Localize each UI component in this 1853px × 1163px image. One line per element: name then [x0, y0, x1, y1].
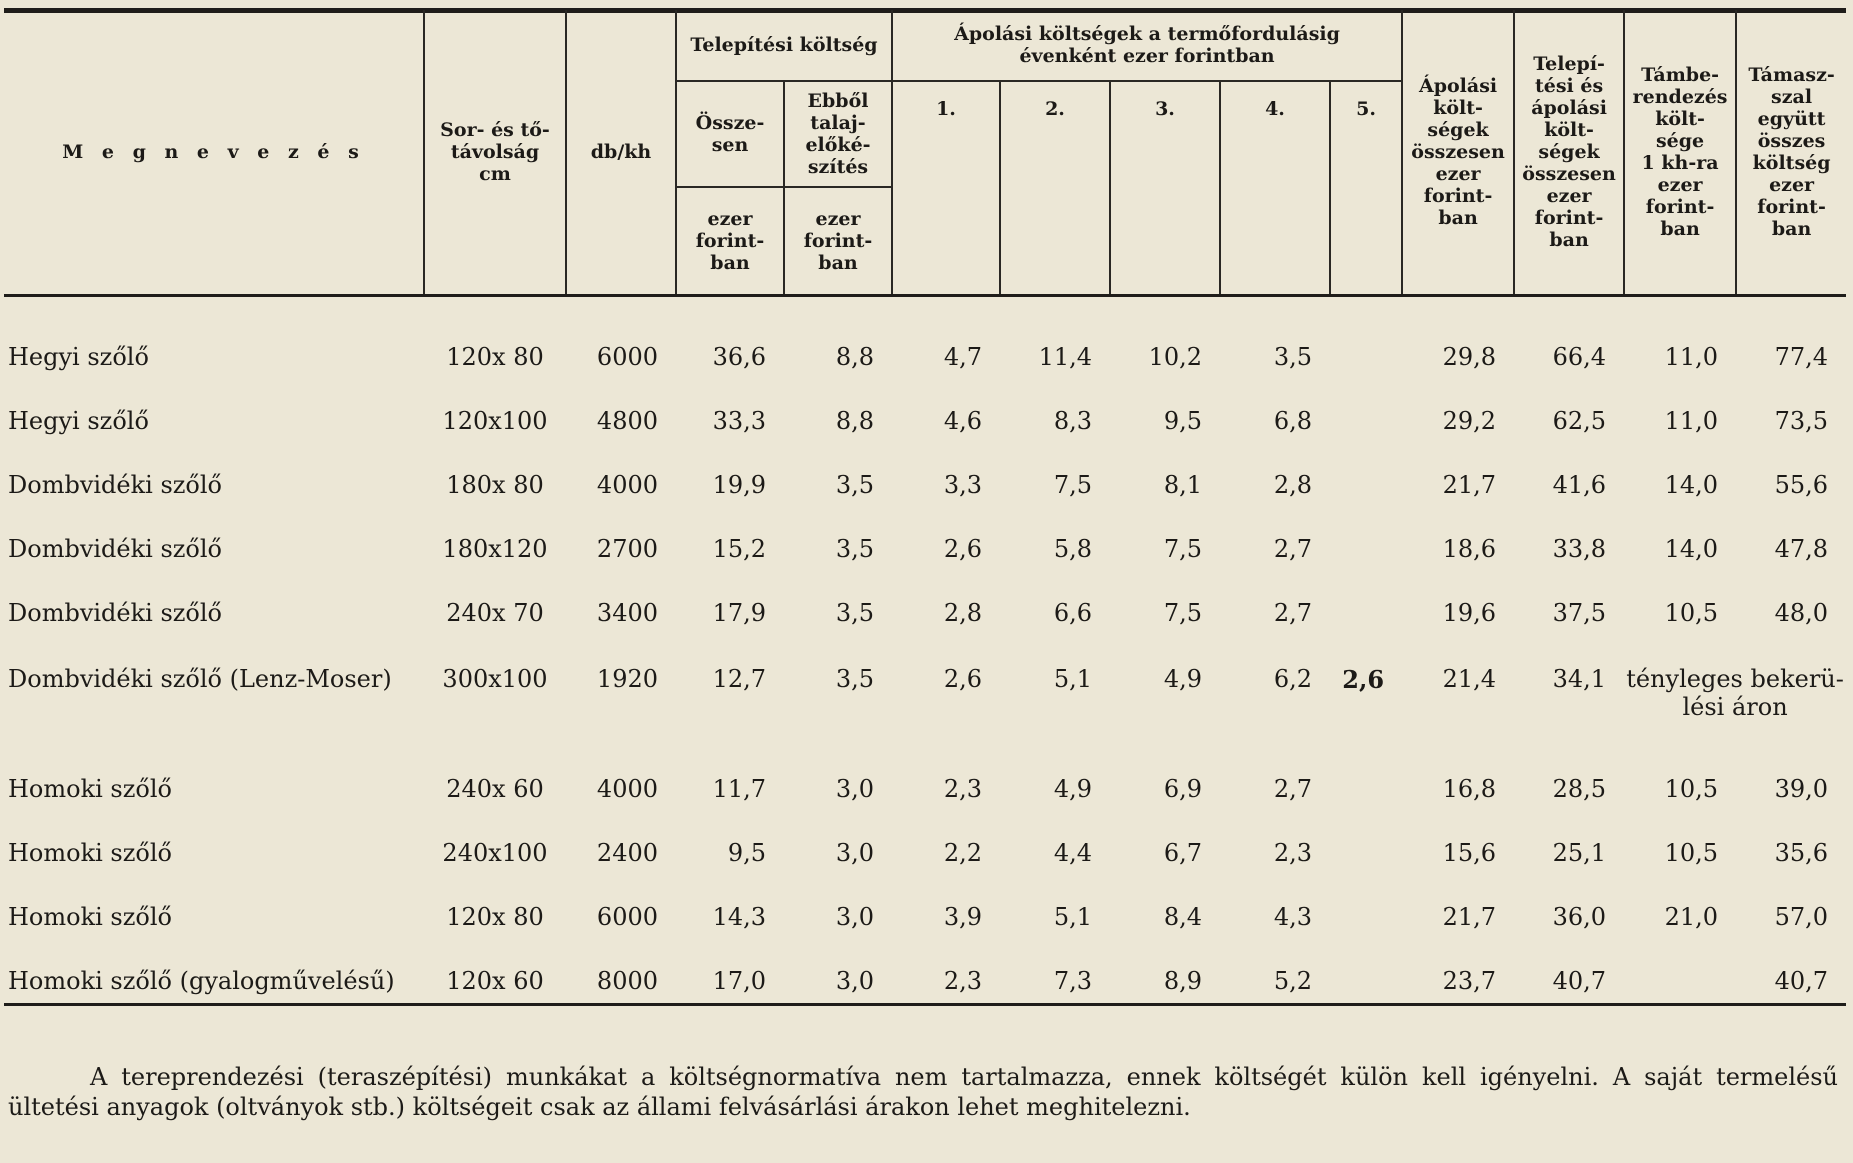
header-density: db/kh [566, 10, 676, 296]
table-row [4, 885, 1846, 949]
header-year-5: 5. [1330, 81, 1402, 296]
cell-setup-care: 37,5 [1552, 599, 1607, 627]
cell-setup-total: 11,7 [712, 775, 766, 803]
cell-grand: 73,5 [1774, 407, 1829, 435]
cell-name: Homoki szőlő [8, 839, 172, 867]
cell-care-total: 23,7 [1442, 967, 1497, 995]
cell-year-1: 2,2 [943, 839, 982, 867]
cell-year-3: 6,7 [1163, 839, 1202, 867]
cell-year-3: 8,1 [1163, 471, 1202, 499]
cell-setup-soil: 3,5 [835, 599, 874, 627]
cell-name: Homoki szőlő [8, 903, 172, 931]
header-setup-total: Össze- sen [676, 81, 784, 187]
cell-year-5 [1330, 885, 1402, 949]
header-unit-soil: ezer forint- ban [784, 187, 892, 296]
cell-year-2: 4,4 [1053, 839, 1092, 867]
cell-setup-care: 28,5 [1552, 775, 1607, 803]
header-name: M e g n e v e z é s [62, 141, 365, 163]
cell-setup-total: 36,6 [712, 343, 766, 371]
cell-year-2: 4,9 [1053, 775, 1092, 803]
cell-grand: 39,0 [1774, 775, 1829, 803]
cell-setup-care: 36,0 [1552, 903, 1607, 931]
cell-support: 10,5 [1664, 599, 1719, 627]
cell-setup-care: 41,6 [1552, 471, 1607, 499]
cell-setup-soil: 3,5 [835, 471, 874, 499]
table-row [4, 645, 1846, 757]
cell-year-2: 5,1 [1053, 665, 1092, 693]
cell-setup-care: 34,1 [1552, 665, 1607, 693]
table-row [4, 757, 1846, 821]
cell-support: 14,0 [1664, 535, 1719, 563]
cell-year-4: 4,3 [1273, 903, 1312, 931]
cell-year-4: 3,5 [1273, 343, 1312, 371]
cell-name: Homoki szőlő (gyalogművelésű) [8, 967, 395, 995]
cell-year-5 [1330, 517, 1402, 581]
cell-density: 6000 [596, 343, 658, 371]
cell-setup-soil: 8,8 [835, 407, 874, 435]
cell-spacing: 240x100 [442, 839, 548, 867]
table-row [4, 581, 1846, 645]
cell-year-2: 6,6 [1053, 599, 1092, 627]
header-year-4: 4. [1220, 81, 1330, 296]
cell-care-total: 21,4 [1442, 665, 1497, 693]
cell-setup-soil: 3,0 [835, 839, 874, 867]
cell-year-4: 2,7 [1273, 775, 1312, 803]
cell-support: 10,5 [1664, 775, 1719, 803]
cell-density: 3400 [596, 599, 658, 627]
cell-grand: 40,7 [1774, 967, 1829, 995]
table-body [4, 296, 1846, 1014]
cell-setup-soil: 3,0 [835, 967, 874, 995]
cell-spacing: 180x 80 [446, 471, 544, 499]
cell-support: 14,0 [1664, 471, 1719, 499]
cell-name: Hegyi szőlő [8, 407, 149, 435]
cell-year-1: 4,6 [943, 407, 982, 435]
cell-spacing: 180x120 [442, 535, 548, 563]
cell-name: Hegyi szőlő [8, 343, 149, 371]
cell-setup-care: 40,7 [1552, 967, 1607, 995]
cell-support: 11,0 [1664, 343, 1719, 371]
cell-year-1: 3,9 [943, 903, 982, 931]
cell-year-2: 5,1 [1053, 903, 1092, 931]
header-setup-group: Telepítési költség [676, 10, 892, 81]
header-year-3: 3. [1110, 81, 1220, 296]
cell-spacing: 240x 70 [446, 599, 544, 627]
cell-setup-total: 9,5 [727, 839, 766, 867]
cell-year-3: 8,9 [1163, 967, 1202, 995]
cell-year-5 [1330, 821, 1402, 885]
cell-year-5 [1330, 389, 1402, 453]
cell-year-5 [1330, 581, 1402, 645]
cell-year-4: 2,7 [1273, 599, 1312, 627]
cell-spacing: 120x 80 [446, 903, 544, 931]
cell-year-3: 8,4 [1163, 903, 1202, 931]
cell-year-1: 2,3 [943, 775, 982, 803]
cell-setup-soil: 3,0 [835, 775, 874, 803]
cell-setup-care: 25,1 [1552, 839, 1607, 867]
table-row [4, 389, 1846, 453]
cell-year-3: 7,5 [1163, 535, 1202, 563]
cell-grand: 55,6 [1774, 471, 1829, 499]
cell-year-1: 2,6 [943, 535, 982, 563]
bottom-rule [4, 1003, 1846, 1006]
cell-year-4: 2,7 [1273, 535, 1312, 563]
cell-setup-total: 17,0 [712, 967, 766, 995]
cell-density: 4000 [596, 471, 658, 499]
cell-spacing: 240x 60 [446, 775, 544, 803]
table-row [4, 453, 1846, 517]
cell-year-2: 7,5 [1053, 471, 1092, 499]
cell-setup-care: 33,8 [1552, 535, 1607, 563]
cell-grand: 57,0 [1774, 903, 1829, 931]
cell-care-total: 21,7 [1442, 903, 1497, 931]
cell-year-3: 6,9 [1163, 775, 1202, 803]
cell-setup-soil: 8,8 [835, 343, 874, 371]
cell-year-1: 3,3 [943, 471, 982, 499]
cell-setup-total: 33,3 [712, 407, 766, 435]
cell-density: 4000 [596, 775, 658, 803]
cell-spacing: 120x 80 [446, 343, 544, 371]
cell-setup-total: 17,9 [712, 599, 766, 627]
cell-year-1: 2,3 [943, 967, 982, 995]
cell-setup-care: 62,5 [1552, 407, 1607, 435]
header-care-group: Ápolási költségek a termőfordulásig évenként ezer forintban [892, 10, 1402, 81]
cost-table [4, 10, 1846, 1013]
cell-year-4: 6,2 [1273, 665, 1312, 693]
cell-setup-soil: 3,5 [835, 535, 874, 563]
cell-year-2: 5,8 [1053, 535, 1092, 563]
cell-year-5 [1330, 296, 1402, 390]
cell-spacing: 300x100 [442, 665, 548, 693]
cell-care-total: 16,8 [1442, 775, 1497, 803]
cell-grand: 47,8 [1774, 535, 1829, 563]
header-support-cost: Támbe- rendezés költ- sége 1 kh-ra ezer forint- ban [1624, 10, 1736, 296]
cell-care-total: 19,6 [1442, 599, 1497, 627]
cell-care-total: 15,6 [1442, 839, 1497, 867]
cell-density: 2400 [596, 839, 658, 867]
cell-care-total: 21,7 [1442, 471, 1497, 499]
header-setup-soil: Ebből talaj- előké- szítés [784, 81, 892, 187]
cell-year-1: 2,6 [943, 665, 982, 693]
cell-grand: 48,0 [1774, 599, 1829, 627]
cell-year-5: 2,6 [1342, 665, 1385, 694]
header-spacing: Sor- és tő- távolság cm [424, 10, 566, 296]
cell-setup-total: 12,7 [712, 665, 766, 693]
cell-year-4: 5,2 [1273, 967, 1312, 995]
header-year-1: 1. [892, 81, 1000, 296]
cell-setup-total: 15,2 [712, 535, 766, 563]
cell-name: Dombvidéki szőlő [8, 535, 222, 563]
header-setup-care-total: Telepí- tési és ápolási költ- ségek összesen ezer forint- ban [1514, 10, 1624, 296]
cell-name: Dombvidéki szőlő [8, 471, 222, 499]
cell-year-3: 4,9 [1163, 665, 1202, 693]
cell-setup-total: 19,9 [712, 471, 766, 499]
table-header [4, 10, 1846, 296]
cell-support: 11,0 [1664, 407, 1719, 435]
header-grand-total: Támasz- szal együtt összes költség ezer forint- ban [1736, 10, 1846, 296]
cell-year-3: 10,2 [1148, 343, 1202, 371]
cell-year-5 [1330, 757, 1402, 821]
cell-density: 1920 [596, 665, 658, 693]
cell-year-2: 11,4 [1038, 343, 1092, 371]
cell-care-total: 29,8 [1442, 343, 1497, 371]
cell-grand: 35,6 [1774, 839, 1829, 867]
cell-density: 6000 [596, 903, 658, 931]
cell-name: Dombvidéki szőlő [8, 599, 222, 627]
cell-year-3: 7,5 [1163, 599, 1202, 627]
cell-setup-total: 14,3 [712, 903, 766, 931]
header-unit-total: ezer forint- ban [676, 187, 784, 296]
cell-grand: 77,4 [1774, 343, 1829, 371]
header-year-2: 2. [1000, 81, 1110, 296]
cell-cost-note: tényleges bekerü- lési áron [1626, 665, 1844, 721]
cell-name: Dombvidéki szőlő (Lenz-Moser) [8, 665, 392, 693]
table-row [4, 517, 1846, 581]
cell-setup-soil: 3,5 [835, 665, 874, 693]
header-care-total: Ápolási költ- ségek összesen ezer forint- ban [1402, 10, 1514, 296]
cell-year-3: 9,5 [1163, 407, 1202, 435]
cell-density: 4800 [596, 407, 658, 435]
table-row [4, 296, 1846, 390]
cell-year-5 [1330, 453, 1402, 517]
footnote: A tereprendezési (teraszépítési) munkákat a költségnormatíva nem tartalmazza, ennek költségét külön kell igényelni. A saját termelésű ültetési anyagok (oltványok stb.) költségeit csak az állami felvásárlási árakon lehet meghitelezni. [8, 1063, 1838, 1121]
cell-support: 10,5 [1664, 839, 1719, 867]
table-row [4, 821, 1846, 885]
cell-year-2: 8,3 [1053, 407, 1092, 435]
cell-spacing: 120x 60 [446, 967, 544, 995]
cell-care-total: 18,6 [1442, 535, 1497, 563]
cell-year-4: 6,8 [1273, 407, 1312, 435]
cell-spacing: 120x100 [442, 407, 548, 435]
cell-density: 8000 [596, 967, 658, 995]
cell-name: Homoki szőlő [8, 775, 172, 803]
cell-year-1: 4,7 [943, 343, 982, 371]
cell-setup-soil: 3,0 [835, 903, 874, 931]
cell-year-4: 2,3 [1273, 839, 1312, 867]
cell-year-1: 2,8 [943, 599, 982, 627]
cell-year-2: 7,3 [1053, 967, 1092, 995]
cell-year-4: 2,8 [1273, 471, 1312, 499]
cell-support: 21,0 [1664, 903, 1719, 931]
cell-setup-care: 66,4 [1552, 343, 1607, 371]
cell-density: 2700 [596, 535, 658, 563]
cell-care-total: 29,2 [1442, 407, 1497, 435]
